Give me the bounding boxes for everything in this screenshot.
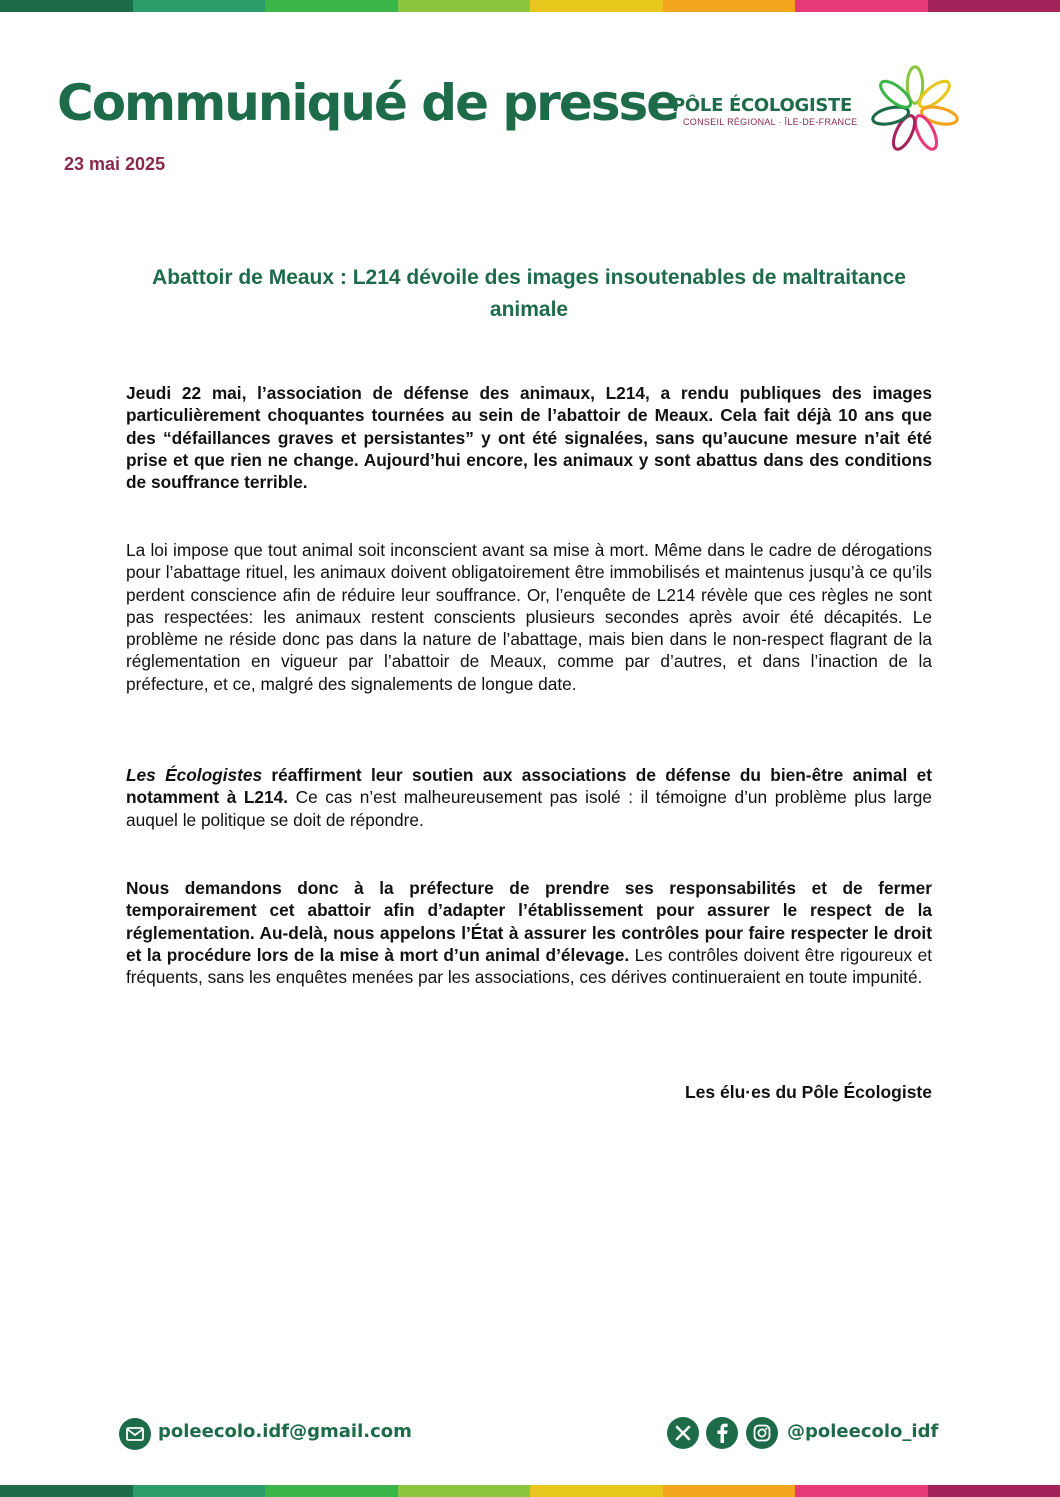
brand-name: PÔLE ÉCOLOGISTE — [672, 95, 852, 116]
bottom-color-stripe — [0, 1485, 1060, 1497]
mail-icon[interactable] — [119, 1418, 151, 1450]
x-icon[interactable] — [667, 1417, 699, 1449]
demands-rest: Les contrôles doivent être rigoureux et fréquents, sans les enquêtes menées par les associations, ces dérives continueraient en toute impunité. — [126, 944, 932, 988]
paragraph-support — [126, 764, 932, 831]
party-name: Les Écologistes — [126, 765, 263, 785]
brand-subtitle: CONSEIL RÉGIONAL · ÎLE-DE-FRANCE — [683, 117, 858, 127]
top-color-stripe — [0, 0, 1060, 12]
article-headline: Abattoir de Meaux : L214 dévoile des images insoutenables de maltraitance animale — [152, 266, 906, 321]
paragraph-demands — [126, 877, 932, 988]
support-statement: réaffirment leur soutien aux associations de défense du bien-être animal et notamment à L214. — [126, 765, 932, 808]
paragraph-intro: Jeudi 22 mai, l’association de défense des animaux, L214, a rendu publiques des images particulièrement choquantes tournées au sein de l’abattoir de Meaux. Cela fait déjà 10 ans que des “défaillances graves et persistantes” y ont été signalées, sans qu’aucune mesure n’ait été prise et que rien ne change. Aujourd’hui encore, les animaux y sont abattus dans des conditions de souffrance terrible. — [126, 383, 932, 493]
page-title: Communiqué de presse — [57, 74, 679, 132]
instagram-icon[interactable] — [746, 1417, 778, 1449]
signature: Les élu·es du Pôle Écologiste — [684, 1082, 932, 1102]
support-rest: Ce cas n’est malheureusement pas isolé : il témoigne d’un problème plus large auquel le politique se doit de répondre. — [126, 787, 932, 830]
social-handle-link[interactable]: @poleecolo_idf — [787, 1421, 939, 1442]
facebook-icon[interactable] — [706, 1417, 738, 1449]
flower-logo-icon — [866, 62, 964, 158]
demands-statement: Nous demandons donc à la préfecture de prendre ses responsabilités et de fermer temporairement cet abattoir afin d’adapter l’établissement pour assurer le respect de la réglementation. Au-delà, nous appelons l’État à assurer les contrôles pour faire respecter le droit et la procédure lors de la mise à mort d’un animal d’élevage. — [126, 878, 932, 965]
contact-email-link[interactable]: poleecolo.idf@gmail.com — [158, 1421, 412, 1442]
press-date: 23 mai 2025 — [64, 154, 166, 174]
paragraph-law: La loi impose que tout animal soit inconscient avant sa mise à mort. Même dans le cadre de dérogations pour l’abattage rituel, les animaux doivent obligatoirement être immobilisés et maintenus jusqu’à ce qu’ils perdent conscience afin de réduire leur souffrance. Or, l’enquête de L214 révèle que ces règles ne sont pas respectées: les animaux restent conscients plusieurs secondes après avoir été décapités. Le problème ne réside donc pas dans la nature de l’abattage, mais bien dans le non-respect flagrant de la réglementation en vigueur par l’abattoir de Meaux, comme par d’autres, et dans l’inaction de la préfecture, et ce, malgré des signalements de longue date. — [126, 540, 932, 694]
